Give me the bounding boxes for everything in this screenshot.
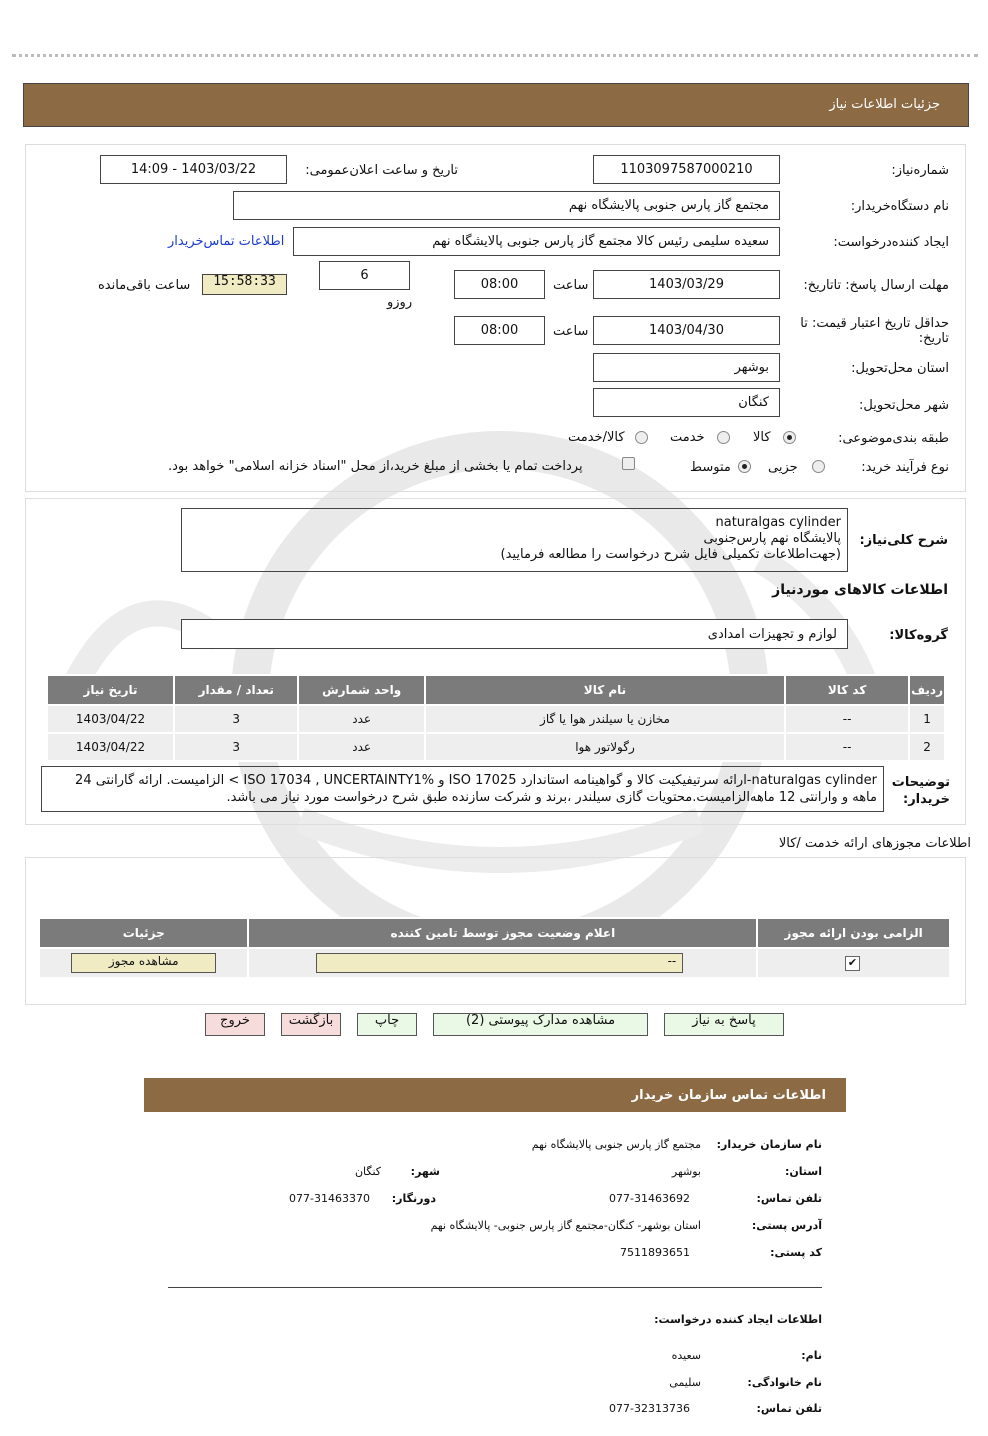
col-qty: تعداد / مقدار (174, 675, 298, 705)
validity-date-field: 1403/04/30 (593, 316, 780, 345)
buyer-field: مجتمع گاز پارس جنوبی پالایشگاه نهم (233, 191, 780, 220)
category-option-service: خدمت (670, 430, 705, 445)
category-option-both: کالا/خدمت (568, 430, 625, 445)
attachments-button[interactable]: مشاهده مدارک پیوستی (2) (433, 1013, 648, 1036)
province-field: بوشهر (593, 353, 780, 382)
permit-status-field: -- (316, 953, 683, 973)
goods-group-field: لوازم و تجهیزات امدادی (181, 619, 848, 649)
buyer-notes-box (41, 766, 884, 812)
reply-deadline-label: مهلت ارسال پاسخ: تاتاریخ: (803, 278, 949, 293)
exit-button[interactable]: خروج (205, 1013, 265, 1036)
contact-province-value: بوشهر (671, 1165, 701, 1178)
requester-label: ایجاد کننده‌درخواست: (833, 235, 949, 250)
remaining-timer: 15:58:33 (202, 274, 287, 295)
announce-label: تاریخ و ساعت اعلان‌عمومی: (305, 163, 458, 178)
summary-label: شرح کلی‌نیاز: (859, 533, 948, 548)
process-radio-medium[interactable] (738, 460, 751, 473)
buyer-notes-label-1: توضیحات (891, 775, 950, 790)
cell-unit: عدد (298, 733, 425, 761)
province-label: استان محل‌تحویل: (851, 361, 949, 376)
contact-org-label: نام سازمان خریدار: (716, 1138, 822, 1151)
col-code: کد کالا (785, 675, 909, 705)
permits-header-row (39, 918, 950, 948)
contact-city-value: کنگان (354, 1165, 381, 1178)
need-number-field: 1103097587000210 (593, 155, 780, 184)
buyer-notes-label-2: خریدار: (903, 792, 950, 807)
permits-details-cell (39, 948, 248, 978)
permits-table (38, 917, 951, 979)
summary-line-3: (جهت‌اطلاعات تکمیلی فایل شرح درخواست را مطالعه فرمایید) (500, 547, 841, 562)
page-header (23, 83, 969, 127)
creator-title: اطلاعات ایجاد کننده درخواست: (654, 1313, 822, 1326)
contact-province-label: استان: (785, 1165, 822, 1178)
summary-line-2: پالایشگاه نهم پارس‌جنوبی (703, 531, 841, 546)
creator-name-value: سعیده (671, 1349, 701, 1362)
table-row (47, 705, 945, 733)
contact-city-label: شهر: (410, 1165, 440, 1178)
page-title: جزئیات اطلاعات نیاز (829, 97, 940, 112)
col-unit: واحد شمارش (298, 675, 425, 705)
validity-hour-label: ساعت (553, 324, 589, 339)
contact-phone-value: 077-31463692 (609, 1192, 690, 1205)
cell-name: مخازن یا سیلندر هوا یا گاز (425, 705, 785, 733)
announce-field: 1403/03/22 - 14:09 (100, 155, 287, 184)
goods-table-header (47, 675, 945, 705)
creator-family-value: سلیمی (669, 1376, 701, 1389)
cell-code: -- (785, 705, 909, 733)
validity-time-field: 08:00 (454, 316, 545, 345)
city-field: کنگان (593, 388, 780, 417)
contact-address-value: استان بوشهر- کنگان-مجتمع گاز پارس جنوبی- پالایشگاه نهم (430, 1219, 701, 1232)
cell-row: 1 (909, 705, 945, 733)
permits-required-cell (757, 948, 950, 978)
creator-phone-value: 077-32313736 (609, 1402, 690, 1415)
reply-time-field: 08:00 (454, 270, 545, 299)
need-number-label: شماره‌نیاز: (891, 163, 949, 178)
contact-phone-label: تلفن تماس: (756, 1192, 822, 1205)
process-option-minor: جزیی (768, 460, 798, 475)
permits-col-details: جزئیات (39, 918, 248, 948)
col-date: تاریخ نیاز (47, 675, 174, 705)
cell-date: 1403/04/22 (47, 733, 174, 761)
buyer-contact-link[interactable]: اطلاعات تماس‌خریدار (168, 234, 285, 249)
reply-date-field: 1403/03/29 (593, 270, 780, 299)
process-radio-minor[interactable] (812, 460, 825, 473)
buyer-notes-label (892, 774, 950, 808)
contact-org-value: مجتمع گاز پارس جنوبی پالایشگاه نهم (531, 1138, 701, 1151)
permit-required-checkbox[interactable]: ✔ (845, 956, 860, 971)
view-permit-button[interactable]: مشاهده مجوز (71, 953, 216, 973)
buyer-notes-line-1: naturalgas cylinder-ارائه سرتیفیکیت کالا و گواهینامه استاندارد ISO 17025 و ISO 17034 , UNCERTAINTY1% > الزامیست. ارائه گارانتی 24 (75, 773, 877, 788)
summary-box (181, 508, 848, 572)
permits-row (39, 948, 950, 978)
summary-line-1: naturalgas cylinder (715, 515, 841, 530)
cell-unit: عدد (298, 705, 425, 733)
cell-code: -- (785, 733, 909, 761)
contact-fax-label: دورنگار: (391, 1192, 436, 1205)
creator-name-label: نام: (801, 1349, 822, 1362)
payment-note: پرداخت تمام یا بخشی از مبلغ خرید،از محل "اسناد خزانه اسلامی" خواهد بود. (168, 459, 583, 474)
days-field: 6 (319, 261, 410, 290)
back-button[interactable]: بازگشت (281, 1013, 341, 1036)
remaining-label: ساعت باقی‌مانده (98, 278, 191, 293)
contact-divider (168, 1287, 822, 1288)
contact-header (144, 1078, 846, 1112)
print-button[interactable]: چاپ (357, 1013, 417, 1036)
reply-hour-label: ساعت (553, 278, 589, 293)
category-radio-goods[interactable] (783, 431, 796, 444)
cell-row: 2 (909, 733, 945, 761)
category-option-goods: کالا (753, 430, 771, 445)
contact-address-label: آدرس پستی: (751, 1219, 822, 1232)
treasury-checkbox[interactable] (622, 457, 635, 470)
top-divider (12, 54, 978, 57)
col-row: ردیف (909, 675, 945, 705)
category-radio-both[interactable] (635, 431, 648, 444)
buyer-label: نام دستگاه‌خریدار: (850, 199, 949, 214)
city-label: شهر محل‌تحویل: (859, 398, 949, 413)
permits-col-required: الزامی بودن ارائه مجوز (757, 918, 950, 948)
cell-name: رگولاتور هوا (425, 733, 785, 761)
process-label: نوع فرآیند خرید: (861, 460, 949, 475)
contact-postal-label: کد پستی: (770, 1246, 822, 1259)
goods-section-title: اطلاعات کالاهای موردنیاز (772, 582, 948, 598)
cell-qty: 3 (174, 733, 298, 761)
category-label: طبقه بندی‌موضوعی: (838, 431, 949, 446)
requester-field: سعیده سلیمی رئیس کالا مجتمع گاز پارس جنوبی پالایشگاه نهم (293, 227, 780, 256)
cell-date: 1403/04/22 (47, 705, 174, 733)
days-label: روزو (387, 295, 413, 310)
reply-button[interactable]: پاسخ به نیاز (664, 1013, 784, 1036)
cell-qty: 3 (174, 705, 298, 733)
goods-group-label: گروه‌کالا: (889, 628, 948, 643)
contact-fax-value: 077-31463370 (289, 1192, 370, 1205)
permits-col-status: اعلام وضعیت مجوز توسط تامین کننده (248, 918, 757, 948)
contact-title: اطلاعات تماس سازمان خریدار (631, 1088, 826, 1103)
col-name: نام کالا (425, 675, 785, 705)
permits-status-cell (248, 948, 757, 978)
validity-label-line1: حداقل تاریخ اعتبار قیمت: تا تاریخ: (800, 316, 949, 346)
creator-phone-label: تلفن تماس: (756, 1402, 822, 1415)
contact-postal-value: 7511893651 (620, 1246, 690, 1259)
category-radio-service[interactable] (717, 431, 730, 444)
permits-title: اطلاعات مجوزهای ارائه خدمت /کالا (778, 836, 971, 851)
creator-family-label: نام خانوادگی: (747, 1376, 822, 1389)
goods-table (46, 674, 946, 762)
process-option-medium: متوسط (690, 460, 731, 475)
table-row (47, 733, 945, 761)
buyer-notes-line-2: ماهه و وارانتی 12 ماهه‌الزامیست.محتویات گازی سیلندر ،برند و شرکت سازنده طبق شرح درخواست مورد نیاز می باشد. (226, 790, 877, 805)
